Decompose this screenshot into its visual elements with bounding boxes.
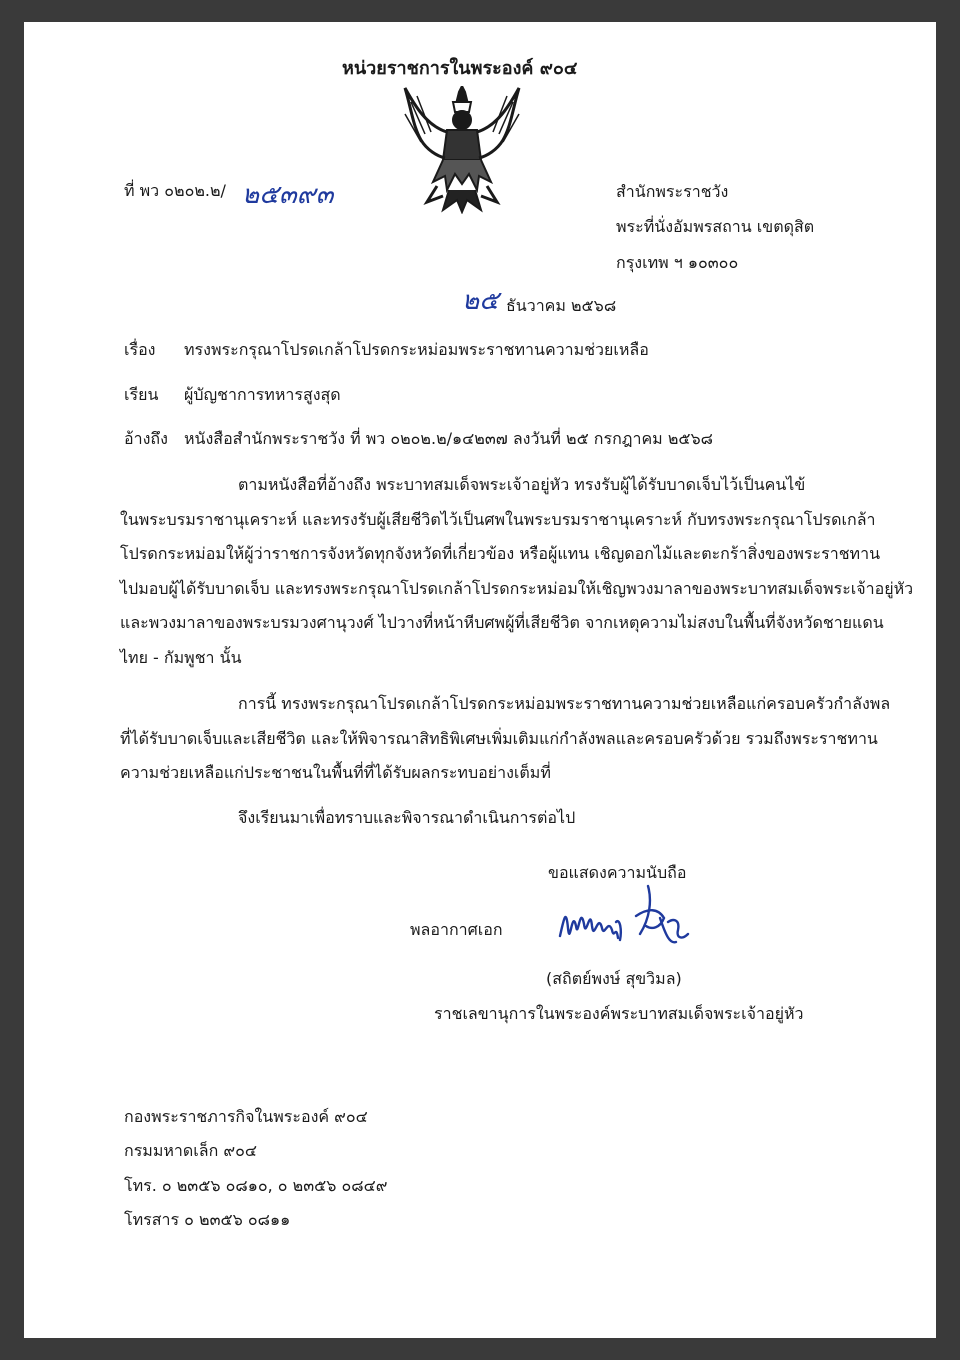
subject-value: ทรงพระกรุณาโปรดเกล้าโปรดกระหม่อมพระราชทานความช่วยเหลือ [184, 340, 649, 359]
footer-line-1: กองพระราชภารกิจในพระองค์ ๙๐๔ [124, 1107, 368, 1126]
referred-value: หนังสือสำนักพระราชวัง ที่ พว ๐๒๐๒.๒/๑๔๒๓๗ ลงวันที่ ๒๕ กรกฎาคม ๒๕๖๘ [184, 429, 713, 448]
paragraph-2-line: ความช่วยเหลือแก่ประชาชนในพื้นที่ที่ได้รับผลกระทบอย่างเต็มที่ [120, 763, 551, 782]
recipient-value: ผู้บัญชาการทหารสูงสุด [184, 385, 341, 404]
reference-prefix: ที่ พว ๐๒๐๒.๒/ [124, 181, 226, 200]
garuda-emblem-icon [397, 86, 527, 214]
salutation: ขอแสดงความนับถือ [548, 863, 687, 882]
agency-title: หน่วยราชการในพระองค์ ๙๐๔ [342, 58, 578, 79]
footer-line-2: กรมมหาดเล็ก ๙๐๔ [124, 1141, 257, 1160]
signatory-position: ราชเลขานุการในพระองค์พระบาทสมเด็จพระเจ้าอยู่หัว [434, 1004, 804, 1023]
referred-label: อ้างถึง [124, 429, 168, 448]
paragraph-1-line: ในพระบรมราชานุเคราะห์ และทรงรับผู้เสียชีวิตไว้เป็นศพในพระบรมราชานุเคราะห์ กับทรงพระกรุณาโปรดเกล้า [120, 509, 876, 529]
closing-sentence: จึงเรียนมาเพื่อทราบและพิจารณาดำเนินการต่อไป [238, 808, 576, 827]
subject-label: เรื่อง [124, 340, 156, 359]
signatory-rank: พลอากาศเอก [410, 920, 503, 939]
footer-line-3: โทร. ๐ ๒๓๕๖ ๐๘๑๐, ๐ ๒๓๕๖ ๐๘๔๙ [124, 1176, 388, 1195]
reference-handwritten-number: ๒๕๓๙๓ [242, 180, 334, 210]
sender-address-line-1: สำนักพระราชวัง [616, 182, 729, 201]
paragraph-1-line: ไทย - กัมพูชา นั้น [120, 647, 242, 667]
footer-line-4: โทรสาร ๐ ๒๓๕๖ ๐๘๑๑ [124, 1210, 291, 1229]
paragraph-1-line: โปรดกระหม่อมให้ผู้ว่าราชการจังหวัดทุกจังหวัดที่เกี่ยวข้อง หรือผู้แทน เชิญดอกไม้และตะกร้าสิ่งของพระราชทาน [120, 544, 881, 563]
date-month-year: ธันวาคม ๒๕๖๘ [506, 296, 617, 315]
handwritten-signature [556, 878, 696, 968]
paragraph-1-line: ไปมอบผู้ได้รับบาดเจ็บ และทรงพระกรุณาโปรดเกล้าโปรดกระหม่อมให้เชิญพวงมาลาของพระบาทสมเด็จพระเจ้าอยู่หัว [120, 578, 914, 598]
paragraph-2-line: ที่ได้รับบาดเจ็บและเสียชีวิต และให้พิจารณาสิทธิพิเศษเพิ่มเติมแก่กำลังพลและครอบครัวด้วย รวมถึงพระราชทาน [120, 728, 878, 748]
paragraph-1-line: ตามหนังสือที่อ้างถึง พระบาทสมเด็จพระเจ้าอยู่หัว ทรงรับผู้ได้รับบาดเจ็บไว้เป็นคนไข้ [238, 475, 806, 494]
paragraph-1-line: และพวงมาลาของพระบรมวงศานุวงศ์ ไปวางที่หน้าหีบศพผู้ที่เสียชีวิต จากเหตุความไม่สงบในพื้นที่จังหวัดชายแดน [120, 613, 884, 632]
date-handwritten-day: ๒๕ [462, 286, 499, 316]
sender-address-line-3: กรุงเทพ ฯ ๑๐๓๐๐ [616, 253, 739, 272]
sender-address-line-2: พระที่นั่งอัมพรสถาน เขตดุสิต [616, 217, 815, 236]
recipient-label: เรียน [124, 385, 159, 404]
body-paragraph-1 [120, 468, 914, 675]
signatory-name: (สถิตย์พงษ์ สุขวิมล) [546, 969, 682, 988]
letter-page [24, 22, 936, 1338]
paragraph-2-line: การนี้ ทรงพระกรุณาโปรดเกล้าโปรดกระหม่อมพระราชทานความช่วยเหลือแก่ครอบครัวกำลังพล [238, 694, 891, 713]
body-paragraph-2 [120, 687, 891, 791]
